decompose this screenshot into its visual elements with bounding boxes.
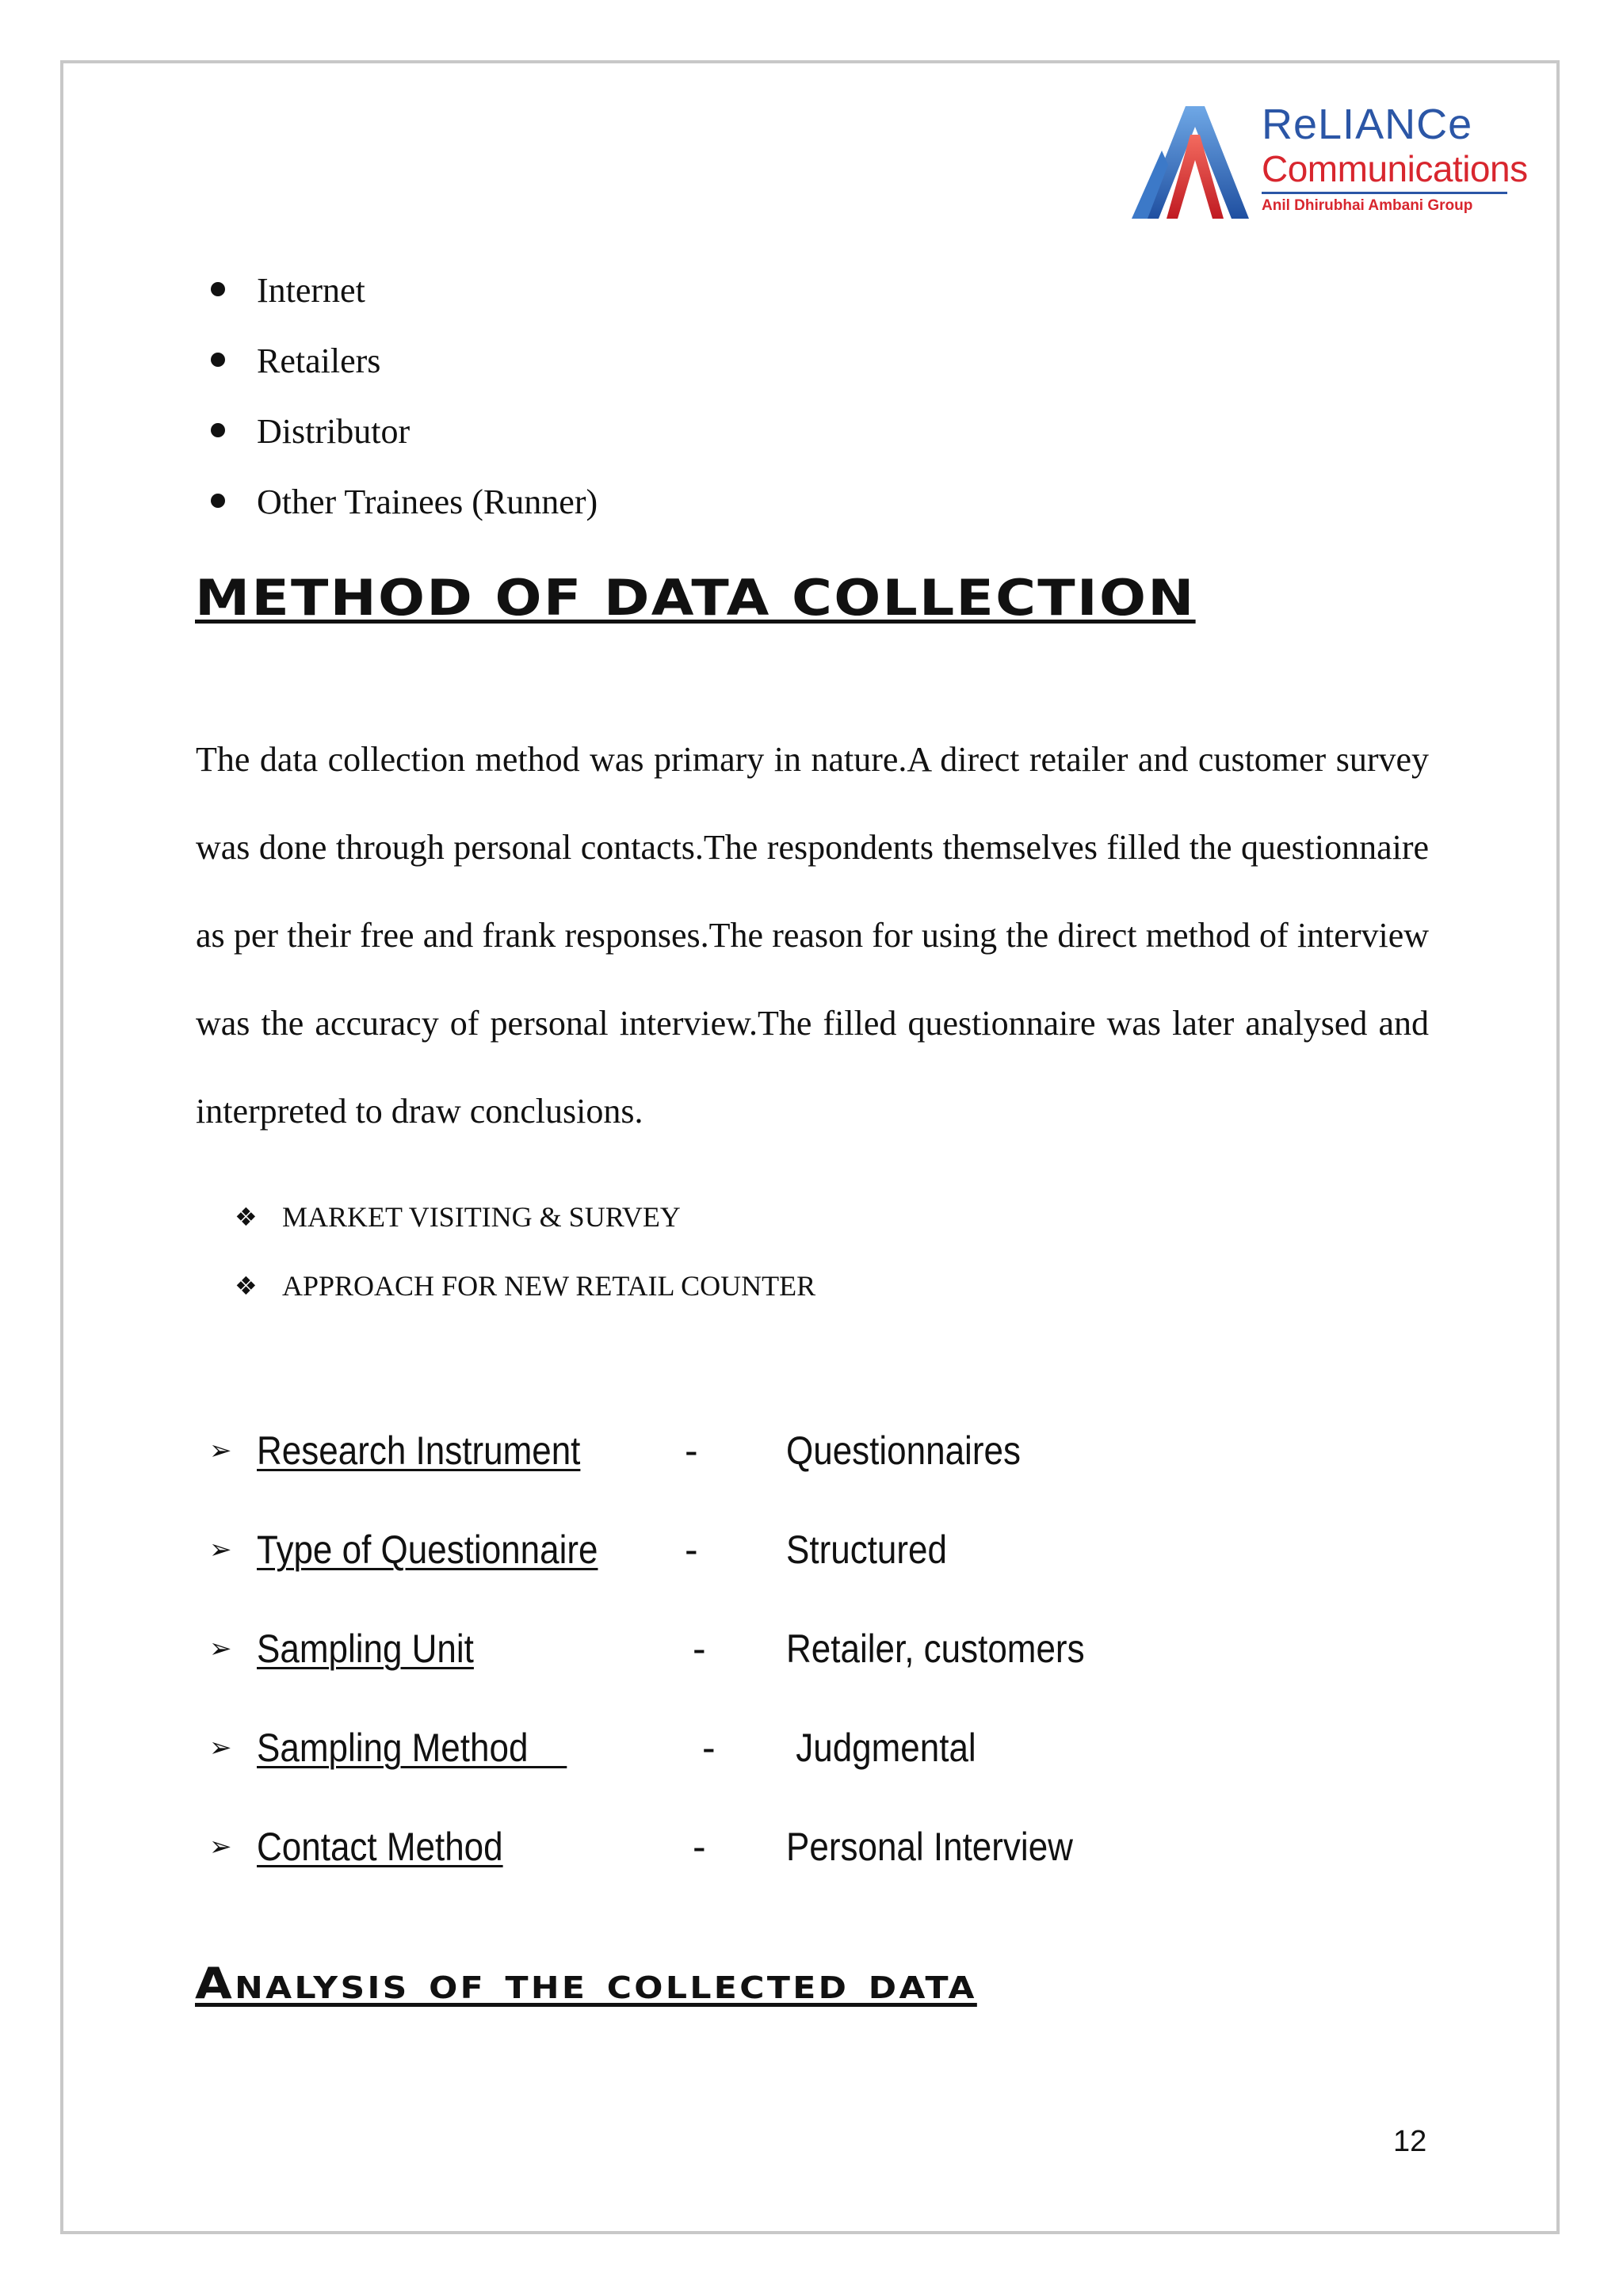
method-paragraph: The data collection method was primary in nature.A direct retailer and customer survey was done through personal contacts.The respondents themselves filled the questionnaire as per their free and frank responses.The reason for using the direct method of interview was the accuracy of personal interview.The filled questionnaire was later analysed and interpreted to draw conclusions. — [196, 740, 1429, 1131]
item-value: Personal Interview — [786, 1825, 1073, 1869]
list-item-text: APPROACH FOR NEW RETAIL COUNTER — [282, 1270, 816, 1302]
item-label: Sampling Unit — [257, 1627, 474, 1671]
item-label: Type of Questionnaire — [257, 1527, 598, 1572]
sources-list — [208, 255, 598, 537]
activities-list — [235, 1193, 815, 1331]
item-separator: - — [693, 1825, 706, 1869]
analysis-heading: Analysis of the collected data — [195, 1958, 977, 2008]
bullet-icon — [211, 494, 225, 508]
list-item — [235, 1193, 815, 1262]
logo-company-name: Communications — [1262, 148, 1528, 189]
list-item — [208, 1621, 1159, 1720]
page-number: 12 — [1393, 2125, 1427, 2158]
list-item — [208, 1720, 1159, 1819]
arrow-bullet-icon: ➢ — [209, 1831, 232, 1863]
diamond-bullet-icon: ❖ — [235, 1271, 258, 1301]
logo-rule — [1262, 192, 1507, 194]
item-label: Contact Method — [257, 1825, 503, 1869]
list-item-text: Internet — [257, 271, 365, 310]
item-value: Judgmental — [786, 1726, 976, 1770]
list-item — [208, 467, 598, 537]
list-item — [208, 255, 598, 326]
list-item — [235, 1262, 815, 1331]
item-separator: - — [685, 1527, 698, 1572]
logo-tagline: Anil Dhirubhai Ambani Group — [1262, 197, 1473, 214]
arrow-bullet-icon: ➢ — [209, 1633, 232, 1665]
item-value: Questionnaires — [786, 1428, 1021, 1473]
item-value: Retailer, customers — [786, 1627, 1085, 1671]
list-item — [208, 396, 598, 467]
list-item-text: Other Trainees (Runner) — [257, 482, 598, 521]
bullet-icon — [211, 353, 225, 367]
research-design-list — [208, 1423, 1159, 1918]
reliance-logo — [1130, 100, 1528, 227]
list-item — [208, 1819, 1159, 1918]
arrow-bullet-icon: ➢ — [209, 1435, 232, 1466]
method-heading: METHOD OF DATA COLLECTION — [195, 569, 1196, 627]
arrow-bullet-icon: ➢ — [209, 1732, 232, 1764]
list-item-text: Retailers — [257, 341, 381, 380]
item-separator: - — [693, 1627, 706, 1671]
item-label: Sampling Method — [257, 1726, 567, 1770]
list-item — [208, 1423, 1159, 1522]
list-item-text: MARKET VISITING & SURVEY — [282, 1201, 681, 1233]
bullet-icon — [211, 282, 225, 296]
item-value: Structured — [786, 1527, 947, 1572]
item-separator: - — [702, 1726, 716, 1770]
reliance-a-icon — [1130, 103, 1257, 222]
bullet-icon — [211, 423, 225, 437]
arrow-bullet-icon: ➢ — [209, 1534, 232, 1566]
list-item-text: Distributor — [257, 412, 411, 451]
item-label: Research Instrument — [257, 1428, 581, 1473]
diamond-bullet-icon: ❖ — [235, 1202, 258, 1232]
list-item — [208, 326, 598, 396]
list-item — [208, 1522, 1159, 1621]
item-separator: - — [685, 1428, 698, 1473]
logo-brand: ReLIANCe — [1262, 101, 1473, 148]
